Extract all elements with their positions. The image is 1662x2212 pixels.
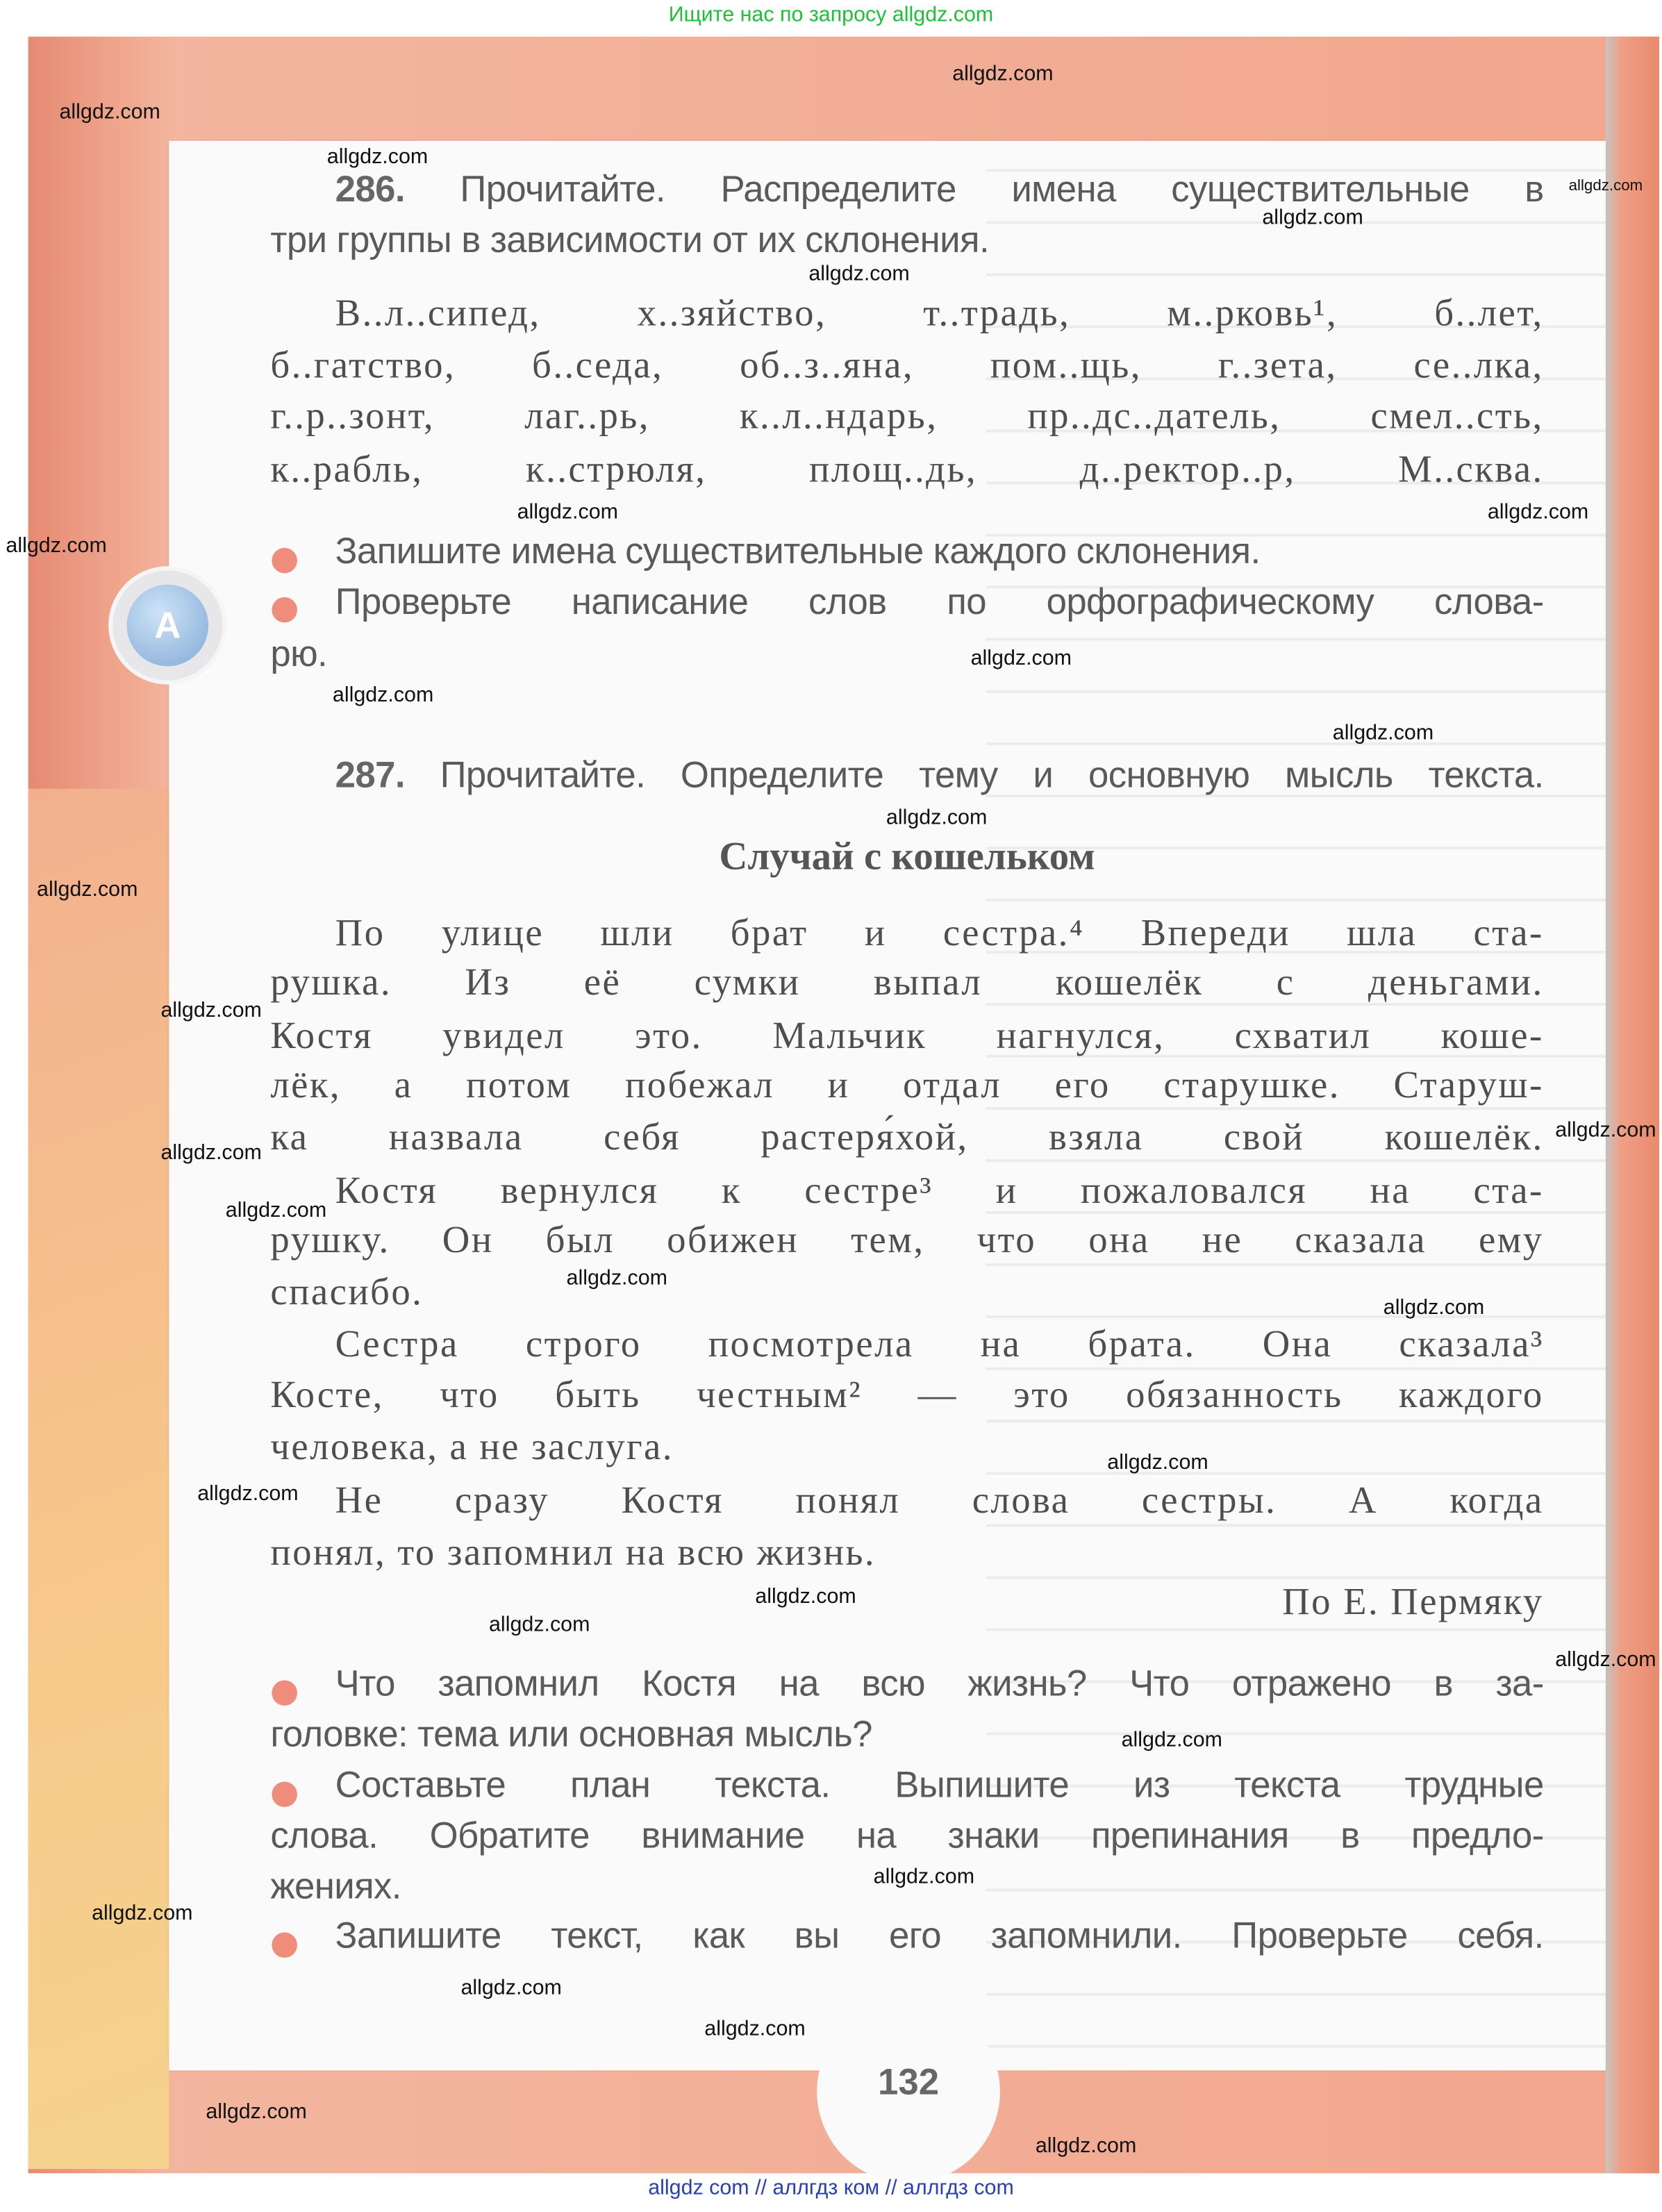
watermark: allgdz.com — [704, 2017, 806, 2041]
story-line: человека, а не заслуга. — [270, 1425, 674, 1468]
footer-links[interactable]: allgdz com // аллгдз ком // аллгдз com — [648, 2176, 1014, 2200]
watermark: allgdz.com — [1107, 1450, 1208, 1475]
ex287-task: Составьте план текста. Выпишите из текста трудные — [335, 1763, 1544, 1806]
ex286-task: Проверьте написание слов по орфографическому слова- — [335, 580, 1544, 623]
watermark: allgdz.com — [460, 1976, 562, 2000]
watermark: allgdz.com — [1487, 499, 1589, 524]
page-number: 132 — [878, 2060, 940, 2103]
watermark: allgdz.com — [160, 1140, 262, 1165]
dictionary-icon — [113, 570, 222, 680]
watermark: allgdz.com — [160, 998, 262, 1023]
story-line: По улице шли брат и сестра.⁴ Впереди шла ста- — [335, 911, 1544, 954]
story-line: Костя вернулся к сестре³ и пожаловался на ста- — [335, 1169, 1544, 1212]
story-title: Случай с кошельком — [719, 835, 1095, 879]
watermark: allgdz.com — [37, 877, 138, 901]
watermark: allgdz.com — [1035, 2134, 1137, 2158]
story-line: Сестра строго посмотрела на брата. Она сказала³ — [335, 1322, 1544, 1365]
word-list-line: б..гатство, б..седа, об..з..яна, пом..щь, г..зета, се..лка, — [270, 343, 1544, 386]
watermark: allgdz.com — [1568, 177, 1643, 194]
bullet-icon — [272, 1781, 297, 1807]
watermark: allgdz.com — [1121, 1728, 1223, 1752]
ex287-task: головке: тема или основная мысль? — [270, 1713, 872, 1755]
bullet-icon — [272, 548, 297, 574]
ex287-task: жениях. — [270, 1865, 401, 1907]
story-line: Косте, что быть честным² — это обязанность каждого — [270, 1373, 1544, 1416]
ex286-task: Запишите имена существительные каждого склонения. — [335, 529, 1261, 572]
watermark: allgdz.com — [225, 1198, 327, 1223]
watermark: allgdz.com — [808, 262, 910, 286]
story-line: понял, то запомнил на всю жизнь. — [270, 1531, 876, 1574]
watermark: allgdz.com — [970, 646, 1072, 671]
ex286-task: рю. — [270, 632, 328, 675]
word-list-line: В..л..сипед, х..зяйство, т..традь, м..рковь¹, б..лет, — [335, 291, 1544, 334]
bullet-icon — [272, 1932, 297, 1958]
watermark: allgdz.com — [1555, 1118, 1656, 1142]
story-line: рушка. Из её сумки выпал кошелёк с деньгами. — [270, 961, 1544, 1003]
dictionary-icon-label: A — [127, 585, 209, 667]
watermark: allgdz.com — [566, 1266, 667, 1290]
left-margin-decoration — [28, 789, 169, 2169]
watermark: allgdz.com — [92, 1901, 193, 1926]
ex287-task: Запишите текст, как вы его запомнили. Проверьте себя. — [335, 1914, 1544, 1956]
bullet-icon — [272, 597, 297, 623]
watermark: allgdz.com — [6, 533, 107, 558]
story-line: Не сразу Костя понял слова сестры. А когда — [335, 1479, 1544, 1522]
story-line: лёк, а потом побежал и отдал его старушке. Старуш- — [270, 1063, 1544, 1106]
watermark: allgdz.com — [755, 1584, 856, 1608]
ex286-line2: три группы в зависимости от их склонения. — [270, 218, 990, 261]
watermark: allgdz.com — [206, 2099, 307, 2124]
story-line: Костя увидел это. Мальчик нагнулся, схватил коше- — [270, 1014, 1544, 1057]
story-author: По Е. Пермяку — [1282, 1580, 1544, 1623]
right-page-edge — [1606, 37, 1659, 2173]
watermark: allgdz.com — [873, 1865, 975, 1889]
ex287-instruction: Прочитайте. Определите тему и основную мысль текста. — [440, 753, 1544, 796]
watermark: allgdz.com — [489, 1613, 590, 1637]
watermark: allgdz.com — [326, 144, 429, 169]
ex287-line1 — [335, 754, 1544, 804]
ex286-instruction: Прочитайте. Распределите имена существительные в — [460, 167, 1544, 210]
watermark: allgdz.com — [886, 806, 988, 830]
ex287-number: 287. — [335, 753, 405, 796]
story-line: спасибо. — [270, 1270, 424, 1313]
search-banner[interactable]: Ищите нас по запросу allgdz.com — [668, 3, 994, 27]
watermark: allgdz.com — [1262, 206, 1363, 230]
ex287-task: Что запомнил Костя на всю жизнь? Что отражено в за- — [335, 1662, 1544, 1704]
story-line: рушку. Он был обижен тем, что она не сказала ему — [270, 1218, 1544, 1261]
watermark: allgdz.com — [517, 499, 618, 524]
word-list-line: к..рабль, к..стрюля, площ..дь, д..ректор..р, М..сква. — [270, 447, 1544, 490]
ex286-number: 286. — [335, 167, 405, 210]
watermark: allgdz.com — [1383, 1295, 1485, 1320]
watermark: allgdz.com — [952, 62, 1054, 86]
word-list-line: г..р..зонт, лаг..рь, к..л..ндарь, пр..дс..датель, смел..сть, — [270, 394, 1544, 437]
watermark: allgdz.com — [197, 1481, 299, 1506]
watermark: allgdz.com — [59, 99, 160, 124]
story-line: ка назвала себя растеря́хой, взяла свой кошелёк. — [270, 1115, 1544, 1158]
watermark: allgdz.com — [1555, 1647, 1656, 1672]
bullet-icon — [272, 1680, 297, 1706]
watermark: allgdz.com — [1332, 721, 1434, 745]
watermark: allgdz.com — [332, 683, 434, 708]
ex287-task: слова. Обратите внимание на знаки препинания в предло- — [270, 1814, 1544, 1856]
